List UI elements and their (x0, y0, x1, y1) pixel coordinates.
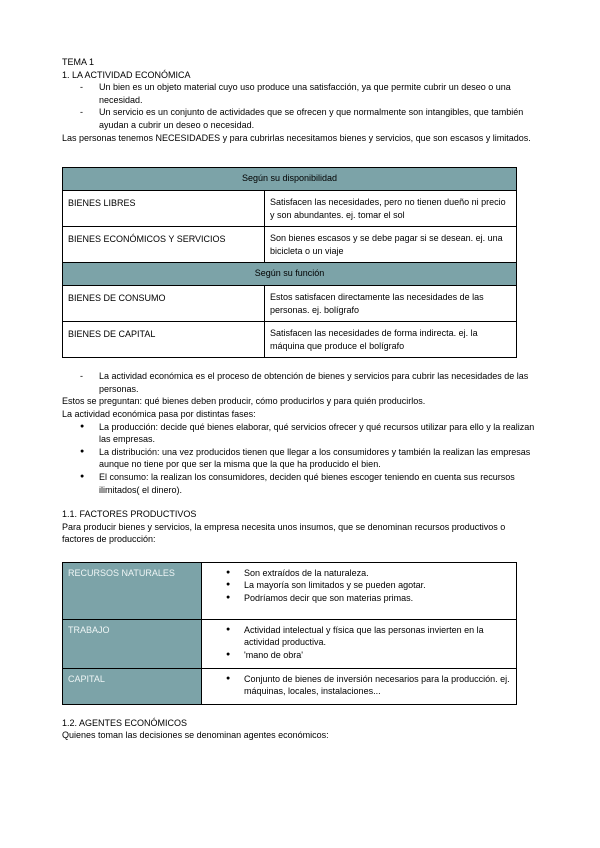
list-item: ● Podríamos decir que son materias primas. (202, 592, 511, 605)
factor-desc (202, 668, 517, 704)
factor-desc (202, 562, 517, 619)
list-item: ● Son extraídos de la naturaleza. (202, 567, 511, 580)
table-cell-label: BIENES LIBRES (63, 191, 265, 227)
factor-label: CAPITAL (63, 668, 202, 704)
list-item: ● El consumo: la realizan los consumidores, deciden qué bienes escoger teniendo en cuenta sus recursos ilimitados( el dinero). (62, 471, 538, 496)
table-header: Según su función (63, 263, 517, 286)
factors-table (62, 562, 517, 705)
list-item: ● La distribución: una vez producidos tienen que llegar a los consumidores y también la realizan las empresas aunque no tiene por que ser la misma que la que ha producido el bien. (62, 446, 538, 471)
factor-label: RECURSOS NATURALES (63, 562, 202, 619)
list-item: - La actividad económica es el proceso de obtención de bienes y servicios para cubrir las necesidades de las personas. (62, 370, 538, 395)
table-cell-desc: Satisfacen las necesidades, pero no tienen dueño ni precio y son abundantes. ej. tomar el sol (265, 191, 517, 227)
list-item: ● Actividad intelectual y física que las personas invierten en la actividad productiva. (202, 624, 511, 649)
activity-list (62, 370, 538, 395)
table-cell-label: BIENES DE CONSUMO (63, 286, 265, 322)
intro-list (62, 81, 538, 131)
table-row (63, 227, 517, 263)
table-cell-label: BIENES DE CAPITAL (63, 322, 265, 358)
table-cell-label: BIENES ECONÓMICOS Y SERVICIOS (63, 227, 265, 263)
list-item: ● La mayoría son limitados y se pueden agotar. (202, 579, 511, 592)
phases-list (62, 421, 538, 497)
section1-title: 1. LA ACTIVIDAD ECONÓMICA (62, 69, 191, 80)
table-row (63, 668, 517, 704)
goods-classification-table (62, 167, 517, 358)
table-cell-desc: Son bienes escasos y se debe pagar si se desean. ej. una bicicleta o un viaje (265, 227, 517, 263)
table-cell-desc: Satisfacen las necesidades de forma indirecta. ej. la máquina que produce el bolígrafo (265, 322, 517, 358)
table-row (63, 191, 517, 227)
table-row (63, 322, 517, 358)
section11-title: 1.1. FACTORES PRODUCTIVOS (62, 509, 197, 520)
factor-desc (202, 619, 517, 668)
table-header: Según su disponibilidad (63, 168, 517, 191)
table-row (63, 562, 517, 619)
document-page (62, 56, 538, 742)
table-row (63, 286, 517, 322)
list-item: - Un servicio es un conjunto de actividades que se ofrecen y que normalmente son intangibles, que también ayudan a cubrir un deseo o necesidad. (62, 106, 538, 131)
intro-paragraph: Las personas tenemos NECESIDADES y para cubrirlas necesitamos bienes y servicios, que son escasos y limitados. (62, 132, 531, 143)
list-item: ● La producción: decide qué bienes elaborar, qué servicios ofrecer y qué recursos utilizar para ello y la realizan las empresas. (62, 421, 538, 446)
section11-paragraph: Para producir bienes y servicios, la empresa necesita unos insumos, que se denominan recursos productivos o factores de producción: (62, 521, 506, 545)
section12-title: 1.2. AGENTES ECONÓMICOS (62, 717, 188, 728)
list-item: ● 'mano de obra' (202, 649, 511, 662)
phases-intro: La actividad económica pasa por distintas fases: (62, 408, 256, 419)
factor-label: TRABAJO (63, 619, 202, 668)
list-item: ● Conjunto de bienes de inversión necesarios para la producción. ej. máquinas, locales, instalaciones... (202, 673, 511, 698)
questions-line: Estos se preguntan: qué bienes deben producir, cómo producirlos y para quién producirlos. (62, 396, 426, 407)
table-cell-desc: Estos satisfacen directamente las necesidades de las personas. ej. bolígrafo (265, 286, 517, 322)
section12-paragraph: Quienes toman las decisiones se denominan agentes económicos: (62, 730, 329, 741)
table-row (63, 619, 517, 668)
list-item: - Un bien es un objeto material cuyo uso produce una satisfacción, ya que permite cubrir un deseo o una necesidad. (62, 81, 538, 106)
tema-label: TEMA 1 (62, 57, 95, 67)
